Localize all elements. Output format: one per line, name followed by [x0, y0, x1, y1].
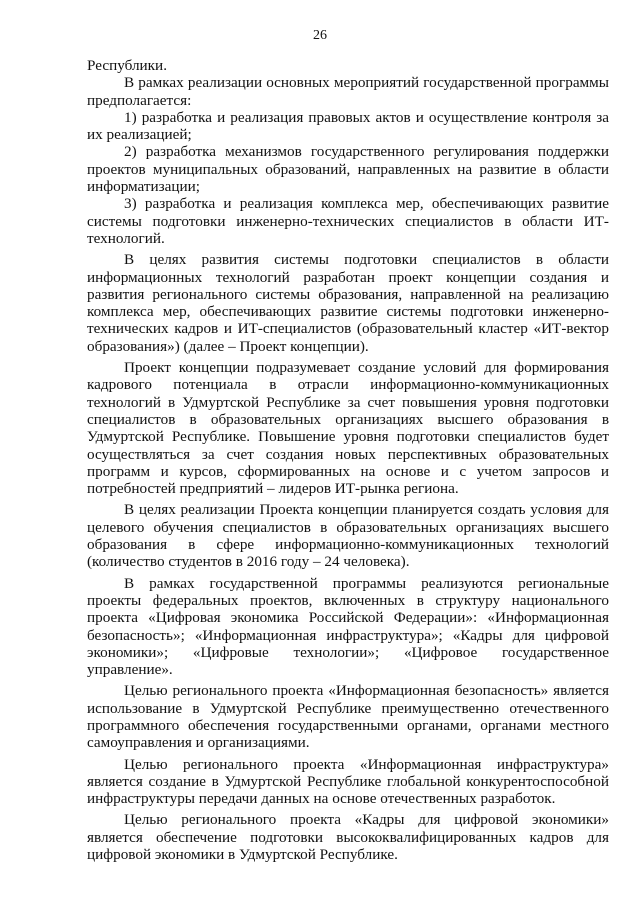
paragraph-info-security: Целью регионального проекта «Информационная безопасность» является использование в Удмуртской Республике преимущественно отечественного программного обеспечения государственными органами, органами местного самоуправления и организациями. [87, 682, 609, 752]
paragraph-continuation: Республики. [87, 57, 167, 74]
paragraph-info-infrastructure: Целью регионального проекта «Информационная инфраструктура» является создание в Удмуртской Республике глобальной конкурентоспособной инфраструктуры передачи данных на основе отечественных разработок. [87, 755, 609, 808]
paragraph-regional-projects: В рамках государственной программы реализуются региональные проекты федеральных проектов, включенных в структуру национального проекта «Цифровая экономика Российской Федерации»: «Информационная безопасность»; «Информационная инфраструктура»; «Кадры для цифровой экономики»; «Цифровые технологии»; «Цифровое государственное управление». [87, 574, 609, 679]
list-item-1: 1) разработка и реализация правовых актов и осуществление контроля за их реализацией; [87, 108, 609, 144]
document-body [87, 57, 609, 863]
list-item-2: 2) разработка механизмов государственного регулирования поддержки проектов муниципальных образований, направленных на развитие в области информатизации; [87, 143, 609, 196]
paragraph-program-measures: В рамках реализации основных мероприятий государственной программы предполагается: [87, 74, 609, 109]
page-number: 26 [313, 28, 327, 43]
paragraph-target-training: В целях реализации Проекта концепции планируется создать условия для целевого обучения специалистов в образовательных организациях высшего образования в сфере информационно-коммуникационных технологий (количество студентов в 2016 году – 24 человека). [87, 501, 609, 571]
paragraph-digital-personnel: Целью регионального проекта «Кадры для цифровой экономики» является обеспечение подготовки высококвалифицированных кадров для цифровой экономики в Удмуртской Республике. [87, 811, 609, 864]
list-item-3: 3) разработка и реализация комплекса мер, обеспечивающих развитие системы подготовки инженерно-технических специалистов в области ИТ-технологий. [87, 195, 609, 247]
paragraph-concept-conditions: Проект концепции подразумевает создание условий для формирования кадрового потенциала в отрасли информационно-коммуникационных технологий в Удмуртской Республике за счет повышения уровня подготовки специалистов в образовательных организациях высшего образования в Удмуртской Республике. Повышение уровня подготовки специалистов будет осуществляться за счет создания новых перспективных образовательных программ и курсов, сформированных на основе и с учетом запросов и потребностей предприятий – лидеров ИТ-рынка региона. [87, 359, 609, 498]
paragraph-it-concept: В целях развития системы подготовки специалистов в области информационных технологий разработан проект концепции создания и развития регионального системы образования, направленной на реализацию комплекса мер, обеспечивающих развитие системы подготовки инженерно-технических кадров и ИТ-специалистов (образовательный кластер «ИТ-вектор образования») (далее – Проект концепции). [87, 251, 609, 355]
